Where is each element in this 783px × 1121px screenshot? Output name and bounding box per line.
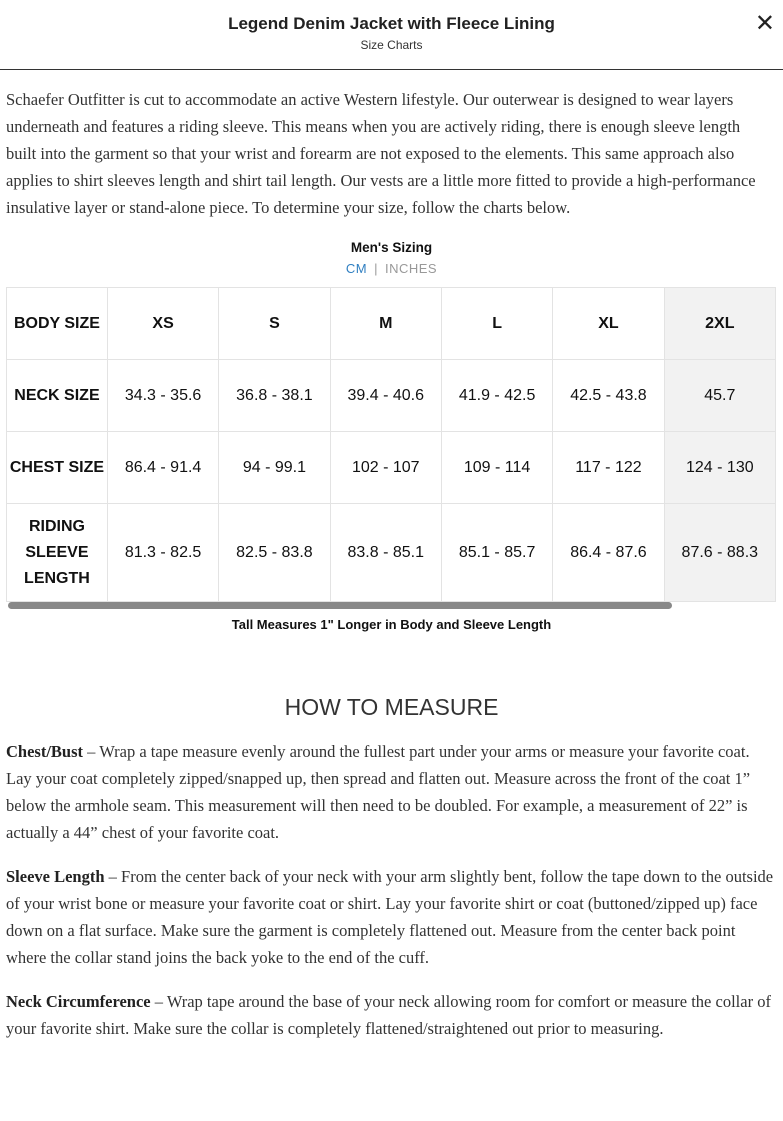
table-row [7,360,776,432]
table-header-cell: 2XL [664,288,775,360]
table-cell: 117 - 122 [553,432,664,504]
table-cell: 85.1 - 85.7 [441,504,552,602]
table-header-cell: XL [553,288,664,360]
close-icon[interactable]: ✕ [754,9,775,37]
table-header-cell: XS [107,288,218,360]
chest-text: – Wrap a tape measure evenly around the fullest part under your arms or measure your favorite coat. Lay your coat completely zipped/snapped up, then spread and flatten out. Measure across the front of the coat 1” below the armhole seam. This measurement will then need to be doubled. For example, a measurement of 22” is actually a 44” chest of your favorite coat. [6,742,751,842]
size-table-container [6,287,776,609]
table-header-cell: S [219,288,330,360]
table-cell: 34.3 - 35.6 [107,360,218,432]
neck-text: – Wrap tape around the base of your neck allowing room for comfort or measure the collar of your favorite shirt. Make sure the collar is completely flattened/straightened out prior to measuring. [6,992,771,1038]
table-cell: 83.8 - 85.1 [330,504,441,602]
table-cell: 42.5 - 43.8 [553,360,664,432]
unit-separator: | [374,261,378,276]
modal-subtitle: Size Charts [360,38,423,52]
table-cell: 87.6 - 88.3 [664,504,775,602]
table-cell: 36.8 - 38.1 [219,360,330,432]
row-label: CHEST SIZE [7,432,108,504]
chest-instructions [6,738,777,846]
table-header-cell: L [441,288,552,360]
neck-instructions [6,988,777,1042]
table-cell: 86.4 - 87.6 [553,504,664,602]
table-cell: 45.7 [664,360,775,432]
unit-toggle [0,261,783,276]
table-cell: 41.9 - 42.5 [441,360,552,432]
product-title: Legend Denim Jacket with Fleece Lining [228,14,555,33]
chest-label: Chest/Bust [6,742,84,761]
sleeve-text: – From the center back of your neck with your arm slightly bent, follow the tape down to the outside of your wrist bone or measure your favorite coat or shirt. Lay your favorite shirt or coat (buttoned/zipped up) face down on a flat surface. Make sure the garment is completely flattened out. Measure from the center back point where the collar stand joins the back yoke to the end of the cuff. [6,867,774,967]
table-cell: 124 - 130 [664,432,775,504]
tall-note: Tall Measures 1" Longer in Body and Sleeve Length [231,617,552,632]
neck-label: Neck Circumference [6,992,151,1011]
size-table [6,287,776,602]
sleeve-instructions [6,863,777,971]
table-header-cell: BODY SIZE [7,288,108,360]
sleeve-label: Sleeve Length [6,867,105,886]
intro-text: Schaefer Outfitter is cut to accommodate an active Western lifestyle. Our outerwear is designed to wear layers underneath and features a riding sleeve. This means when you are actively riding, there is enough sleeve length built into the garment so that your wrist and forearm are not exposed to the elements. This same approach also applies to shirt sleeves length and shirt tail length. Our vests are a little more fitted to provide a high-performance insulative layer or stand-alone piece. To determine your size, follow the charts below. [6,90,756,217]
table-cell: 86.4 - 91.4 [107,432,218,504]
table-cell: 39.4 - 40.6 [330,360,441,432]
table-row [7,432,776,504]
table-header-row [7,288,776,360]
table-cell: 82.5 - 83.8 [219,504,330,602]
row-label: NECK SIZE [7,360,108,432]
table-cell: 109 - 114 [441,432,552,504]
table-cell: 94 - 99.1 [219,432,330,504]
how-to-measure-heading: HOW TO MEASURE [284,694,499,720]
table-header-cell: M [330,288,441,360]
table-cell: 81.3 - 82.5 [107,504,218,602]
sizing-title: Men's Sizing [350,240,433,255]
row-label: RIDING SLEEVE LENGTH [7,504,108,602]
unit-cm-tab[interactable]: CM [345,261,368,276]
modal-header [0,0,783,70]
horizontal-scrollbar[interactable] [8,602,672,609]
unit-inches-tab[interactable]: INCHES [384,261,438,276]
table-row [7,504,776,602]
table-cell: 102 - 107 [330,432,441,504]
